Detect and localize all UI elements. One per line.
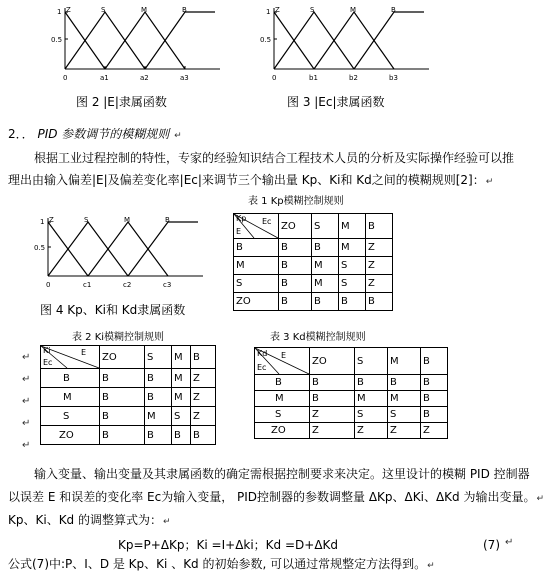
table1-cell: B [366,293,393,311]
table3-cell: M [355,391,388,407]
fig3-ytick-1: 1 [266,8,271,16]
fig3-xtick-0: 0 [272,74,277,82]
table3-cell: M [388,391,421,407]
table2-cell: Z [191,407,216,426]
fig4-caption: 图 4 Kp、Ki和 Kd隶属函数 [40,303,186,317]
paragraph1-line1: 根据工业过程控制的特性，专家的经验知识结合工程技术人员的分析及实际操作经验可以推 [34,151,515,165]
table2-cell: S [172,407,191,426]
table2 [40,345,216,445]
table2-cell: B [145,388,172,407]
table1-corner-e: E [236,227,242,236]
table3-corner-e: E [281,351,287,360]
table2-cell: B [191,426,216,445]
table2-cell: B [100,426,145,445]
fig3-plot [260,4,434,84]
table3-cell: Z [310,423,355,439]
section-title: PID 参数调节的模糊规则 [37,127,170,141]
table2-cell: Z [191,369,216,388]
table3-cell: S [355,407,388,423]
table2-cell: B [145,426,172,445]
table1-corner-kp: Kp [236,214,247,223]
paragraph2-line1: 输入变量、输出变量及其隶属函数的确定需根据控制要求来决定。这里设计的模糊 PID 控制器 [34,467,530,481]
table1-cell: M [312,257,339,275]
table2-corner-e: E [81,348,87,357]
fig4-xtick-c1: c1 [83,281,92,289]
fig2-label-b: B [182,6,187,14]
table2-cell: M [145,407,172,426]
table2-header-b: B [191,346,216,369]
table2-corner-ec: Ec [43,358,53,367]
table3-cell: B [388,375,421,391]
table2-row-label: ZO [41,426,100,445]
table1-header-m: M [339,214,366,239]
fig2-ytick-05: 0.5 [51,36,63,44]
formula-number: (7) [483,538,500,552]
table3-row-label: M [255,391,310,407]
fig3-caption: 图 3 |Ec|隶属函数 [287,95,385,109]
table1 [233,213,393,311]
table1-cell: S [339,257,366,275]
fig2-xtick-a1: a1 [100,74,109,82]
fig4-ytick-1: 1 [40,218,45,226]
table1-cell: B [279,239,312,257]
paragraph2-line3: Kp、Ki、Kd 的调整算式为：↵ [8,513,171,527]
table3-cell: Z [310,407,355,423]
table1-cell: S [339,275,366,293]
fig4-plot [34,214,208,294]
table3-cell: B [310,375,355,391]
table1-title: 表 1 Kp模糊控制规则 [248,196,344,207]
table1-corner-ec: Ec [262,217,272,226]
table3-row-label: ZO [255,423,310,439]
table1-row-label: ZO [234,293,279,311]
fig4-label-s: S [84,216,89,224]
fig3-xtick-b2: b2 [349,74,358,82]
fig3-label-z: Z [275,6,280,14]
formula: Kp=P+ΔKp；Ki =I+Δki；Kd =D+ΔKd [118,538,339,552]
table3-cell: B [310,391,355,407]
table2-header-s: S [145,346,172,369]
table3-header-s: S [355,348,388,375]
fig4-xtick-c2: c2 [123,281,132,289]
table2-header-zo: ZO [100,346,145,369]
fig3-membership-svg [260,4,434,84]
table1-cell: B [312,293,339,311]
table1-cell: B [339,293,366,311]
fig4-xtick-c3: c3 [163,281,172,289]
table3-cell: Z [355,423,388,439]
table2-cell: B [100,407,145,426]
fig3-label-b: B [391,6,396,14]
table1-cell: Z [366,239,393,257]
table3-cell: B [421,407,448,423]
table1-header-b: B [366,214,393,239]
table1-cell: M [312,275,339,293]
table1-corner [234,214,279,239]
paragraph1-line2: 理出由输入偏差|E|及偏差变化率|Ec|来调节三个输出量 Kp、Ki和 Kd之间的模糊规则[2]：↵ [8,173,494,187]
table3-cell: S [388,407,421,423]
table1-cell: B [279,293,312,311]
table2-corner-ki: Ki [43,346,51,355]
table1-cell: M [339,239,366,257]
table3-corner [255,348,310,375]
table2-row-label: S [41,407,100,426]
table1-cell: Z [366,275,393,293]
section-heading: 2．． PID 参数调节的模糊规则 ↵ [8,127,182,141]
table2-cell: Z [191,388,216,407]
table3-cell: Z [388,423,421,439]
table1-header-zo: ZO [279,214,312,239]
table1-cell: B [279,275,312,293]
table3-header-zo: ZO [310,348,355,375]
fig2-xtick-a2: a2 [140,74,149,82]
paragraph2-line2: 以误差 E 和误差的变化率 Ec为输入变量， PID控制器的参数调整量 ΔKp、ΔKi、ΔKd 为输出变量。↵ [8,490,544,504]
fig4-label-m: M [124,216,131,224]
table3-cell: B [355,375,388,391]
fig4-ytick-05: 0.5 [34,244,46,252]
paragraph3-line1: 公式(7)中:P、I、D 是 Kp、Ki 、Kd 的初始参数, 可以通过常规整定方法得到。↵ [8,557,435,571]
table3-cell: Z [421,423,448,439]
table1-cell: B [312,239,339,257]
table3-header-m: M [388,348,421,375]
table2-cell: B [172,426,191,445]
table3-cell: B [421,375,448,391]
fig2-ytick-1: 1 [57,8,62,16]
fig3-xtick-b3: b3 [389,74,398,82]
fig4-xtick-0: 0 [46,281,51,289]
table2-cell: B [100,388,145,407]
table2-cell: M [172,369,191,388]
table2-header-m: M [172,346,191,369]
section-number: 2．． [8,127,34,141]
fig4-membership-svg [34,214,208,294]
fig2-label-m: M [141,6,148,14]
fig2-plot [51,4,225,84]
table2-row-label: B [41,369,100,388]
fig4-label-z: Z [49,216,54,224]
table3-corner-kd: Kd [257,349,268,358]
table2-title: 表 2 Ki模糊控制规则 [72,332,165,343]
fig3-label-s: S [310,6,315,14]
fig3-ytick-05: 0.5 [260,36,272,44]
table2-cell: B [145,369,172,388]
table3-corner-ec: Ec [257,363,267,372]
table3-title: 表 3 Kd模糊控制规则 [270,332,366,343]
table2-row-label: M [41,388,100,407]
fig2-xtick-a3: a3 [180,74,189,82]
table1-header-s: S [312,214,339,239]
table1-cell: Z [366,257,393,275]
fig4-label-b: B [165,216,170,224]
table3-header-b: B [421,348,448,375]
table2-corner [41,346,100,369]
table1-row-label: M [234,257,279,275]
table1-cell: B [279,257,312,275]
table2-cell: M [172,388,191,407]
fig3-label-m: M [350,6,357,14]
table3-row-label: S [255,407,310,423]
table3 [254,347,448,439]
fig2-membership-svg [51,4,225,84]
fig2-caption: 图 2 |E|隶属函数 [76,95,167,109]
fig2-label-z: Z [66,6,71,14]
fig2-label-s: S [101,6,106,14]
fig2-xtick-0: 0 [63,74,68,82]
table1-row-label: B [234,239,279,257]
table3-cell: B [421,391,448,407]
table2-cell: B [100,369,145,388]
fig3-xtick-b1: b1 [309,74,318,82]
table3-row-label: B [255,375,310,391]
table1-row-label: S [234,275,279,293]
